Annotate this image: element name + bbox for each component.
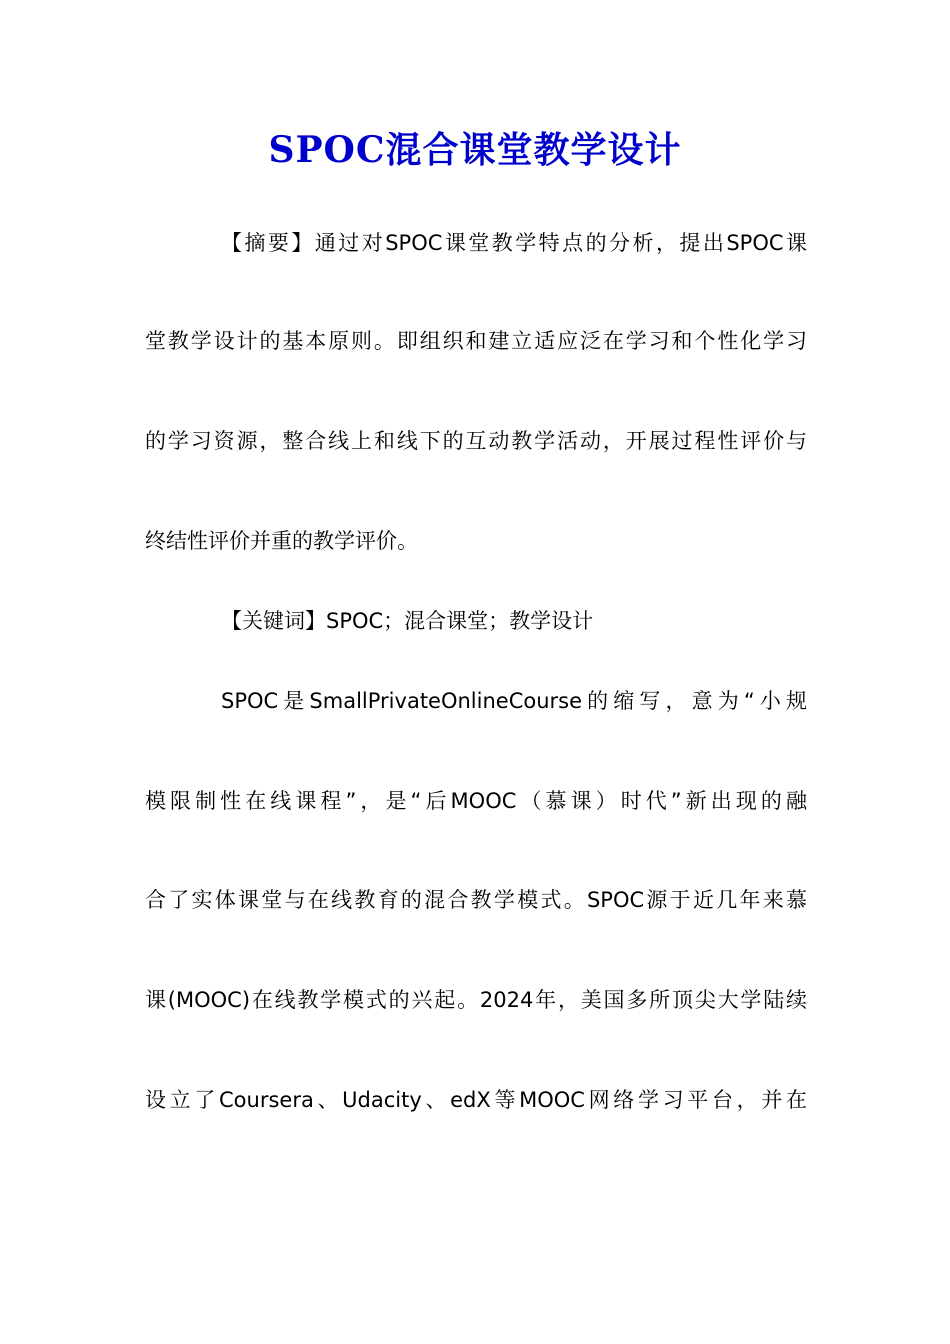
abstract-line-4: 终结性评价并重的教学评价。: [145, 529, 418, 553]
abstract-line-3: 的学习资源，整合线上和线下的互动教学活动，开展过程性评价与: [145, 429, 807, 453]
abstract-line-2: 堂教学设计的基本原则。即组织和建立适应泛在学习和个性化学习: [145, 329, 807, 353]
abstract-line-1: 【摘要】通过对SPOC课堂教学特点的分析，提出SPOC课: [221, 231, 807, 255]
body-line-2: 模限制性在线课程”，是“后MOOC（慕课）时代”新出现的融: [145, 789, 807, 813]
body-line-3: 合了实体课堂与在线教育的混合教学模式。SPOC源于近几年来慕: [145, 888, 807, 912]
body-line-5: 设立了Coursera、Udacity、edX等MOOC网络学习平台，并在: [145, 1088, 807, 1112]
document-title: SPOC混合课堂教学设计: [268, 129, 682, 171]
body-line-1: SPOC是SmallPrivateOnlineCourse的缩写，意为“小规: [221, 689, 807, 713]
body-line-4: 课(MOOC)在线教学模式的兴起。2024年，美国多所顶尖大学陆续: [145, 988, 807, 1012]
keywords-line: 【关键词】SPOC；混合课堂；教学设计: [221, 609, 594, 633]
